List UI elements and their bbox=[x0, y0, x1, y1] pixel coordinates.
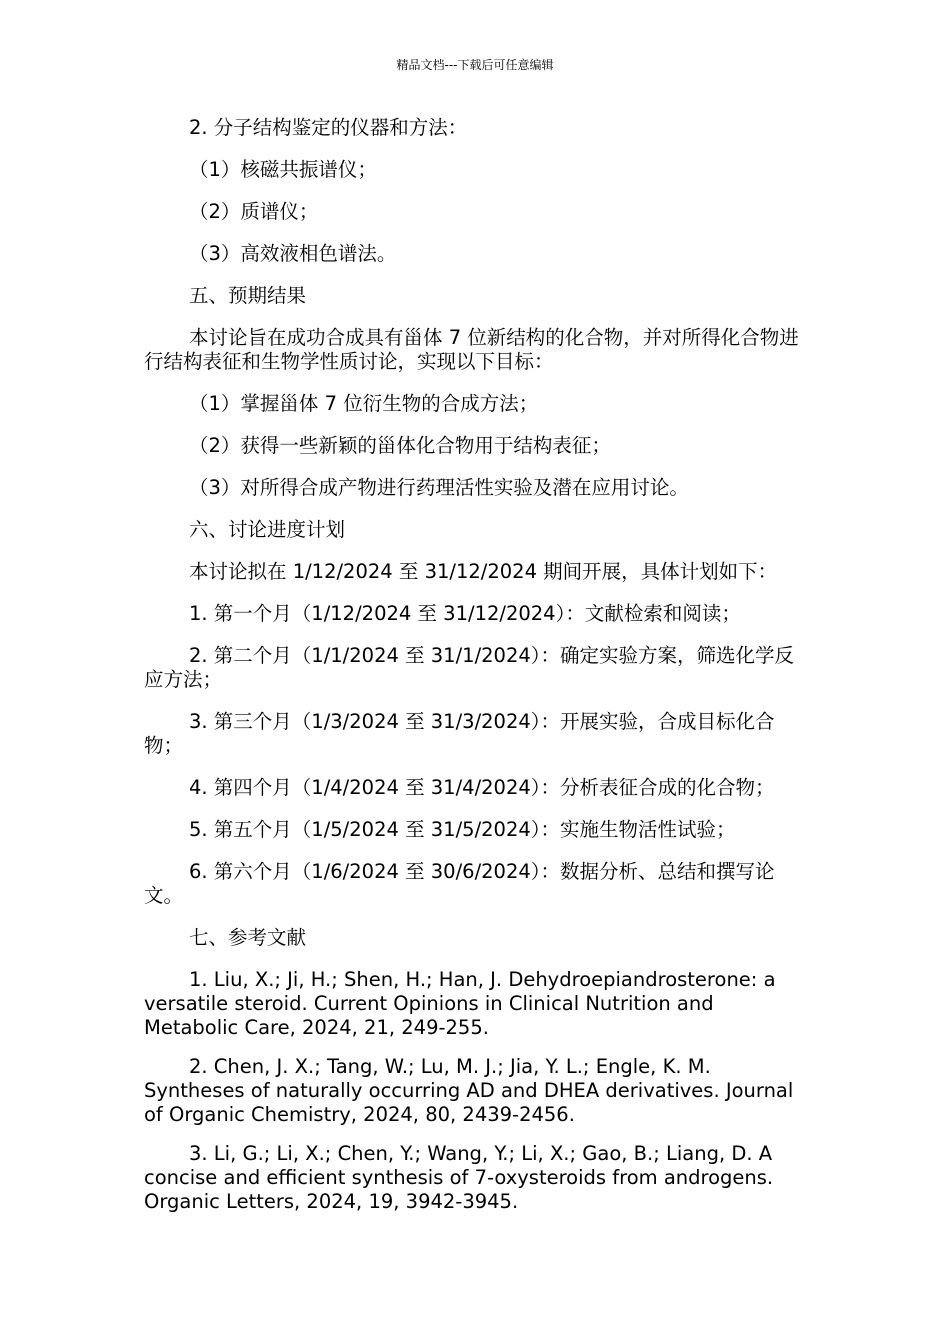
list-item-goal-3: （3）对所得合成产物进行药理活性实验及潜在应用讨论。 bbox=[189, 476, 689, 499]
section-heading-references: 七、参考文献 bbox=[189, 926, 307, 949]
document-body bbox=[144, 116, 809, 1229]
list-item-hplc: （3）高效液相色谱法。 bbox=[189, 242, 397, 265]
section-item-instruments-heading: 2. 分子结构鉴定的仪器和方法： bbox=[189, 116, 468, 139]
section-heading-expected-results: 五、预期结果 bbox=[189, 284, 307, 307]
section-heading-schedule: 六、讨论进度计划 bbox=[189, 518, 346, 541]
reference-item-2: 2. Chen, J. X.; Tang, W.; Lu, M. J.; Jia, Y. L.; Engle, K. M. Syntheses of naturally occurring AD and DHEA derivatives. Journal of Organic Chemistry, 2024, 80, 2439-2456. bbox=[144, 1055, 794, 1126]
schedule-item-month-6: 6. 第六个月（1/6/2024 至 30/6/2024）：数据分析、总结和撰写论文。 bbox=[144, 860, 775, 907]
list-item-mass-spec: （2）质谱仪； bbox=[189, 200, 319, 223]
reference-item-1: 1. Liu, X.; Ji, H.; Shen, H.; Han, J. Dehydroepiandrosterone: a versatile steroid. Current Opinions in Clinical Nutrition and Metabolic Care, 2024, 21, 249-255. bbox=[144, 968, 776, 1039]
reference-item-3: 3. Li, G.; Li, X.; Chen, Y.; Wang, Y.; Li, X.; Gao, B.; Liang, D. A concise and efficient synthesis of 7-oxysteroids from androgens. Organic Letters, 2024, 19, 3942-3945. bbox=[144, 1142, 774, 1213]
schedule-item-month-3: 3. 第三个月（1/3/2024 至 31/3/2024）：开展实验，合成目标化合物； bbox=[144, 710, 775, 757]
schedule-item-month-1: 1. 第一个月（1/12/2024 至 31/12/2024）：文献检索和阅读； bbox=[189, 602, 741, 625]
schedule-item-month-4: 4. 第四个月（1/4/2024 至 31/4/2024）：分析表征合成的化合物； bbox=[189, 776, 775, 799]
list-item-goal-2: （2）获得一些新颖的甾体化合物用于结构表征； bbox=[189, 434, 611, 457]
schedule-intro: 本讨论拟在 1/12/2024 至 31/12/2024 期间开展，具体计划如下： bbox=[189, 560, 778, 583]
expected-results-intro: 本讨论旨在成功合成具有甾体 7 位新结构的化合物，并对所得化合物进行结构表征和生物学性质讨论，实现以下目标： bbox=[144, 326, 799, 373]
page-header: 精品文档---下载后可任意编辑 bbox=[396, 58, 554, 72]
schedule-item-month-2: 2. 第二个月（1/1/2024 至 31/1/2024）：确定实验方案，筛选化学反应方法； bbox=[144, 644, 795, 691]
list-item-goal-1: （1）掌握甾体 7 位衍生物的合成方法； bbox=[189, 392, 539, 415]
schedule-item-month-5: 5. 第五个月（1/5/2024 至 31/5/2024）：实施生物活性试验； bbox=[189, 818, 736, 841]
list-item-nmr: （1）核磁共振谱仪； bbox=[189, 158, 377, 181]
